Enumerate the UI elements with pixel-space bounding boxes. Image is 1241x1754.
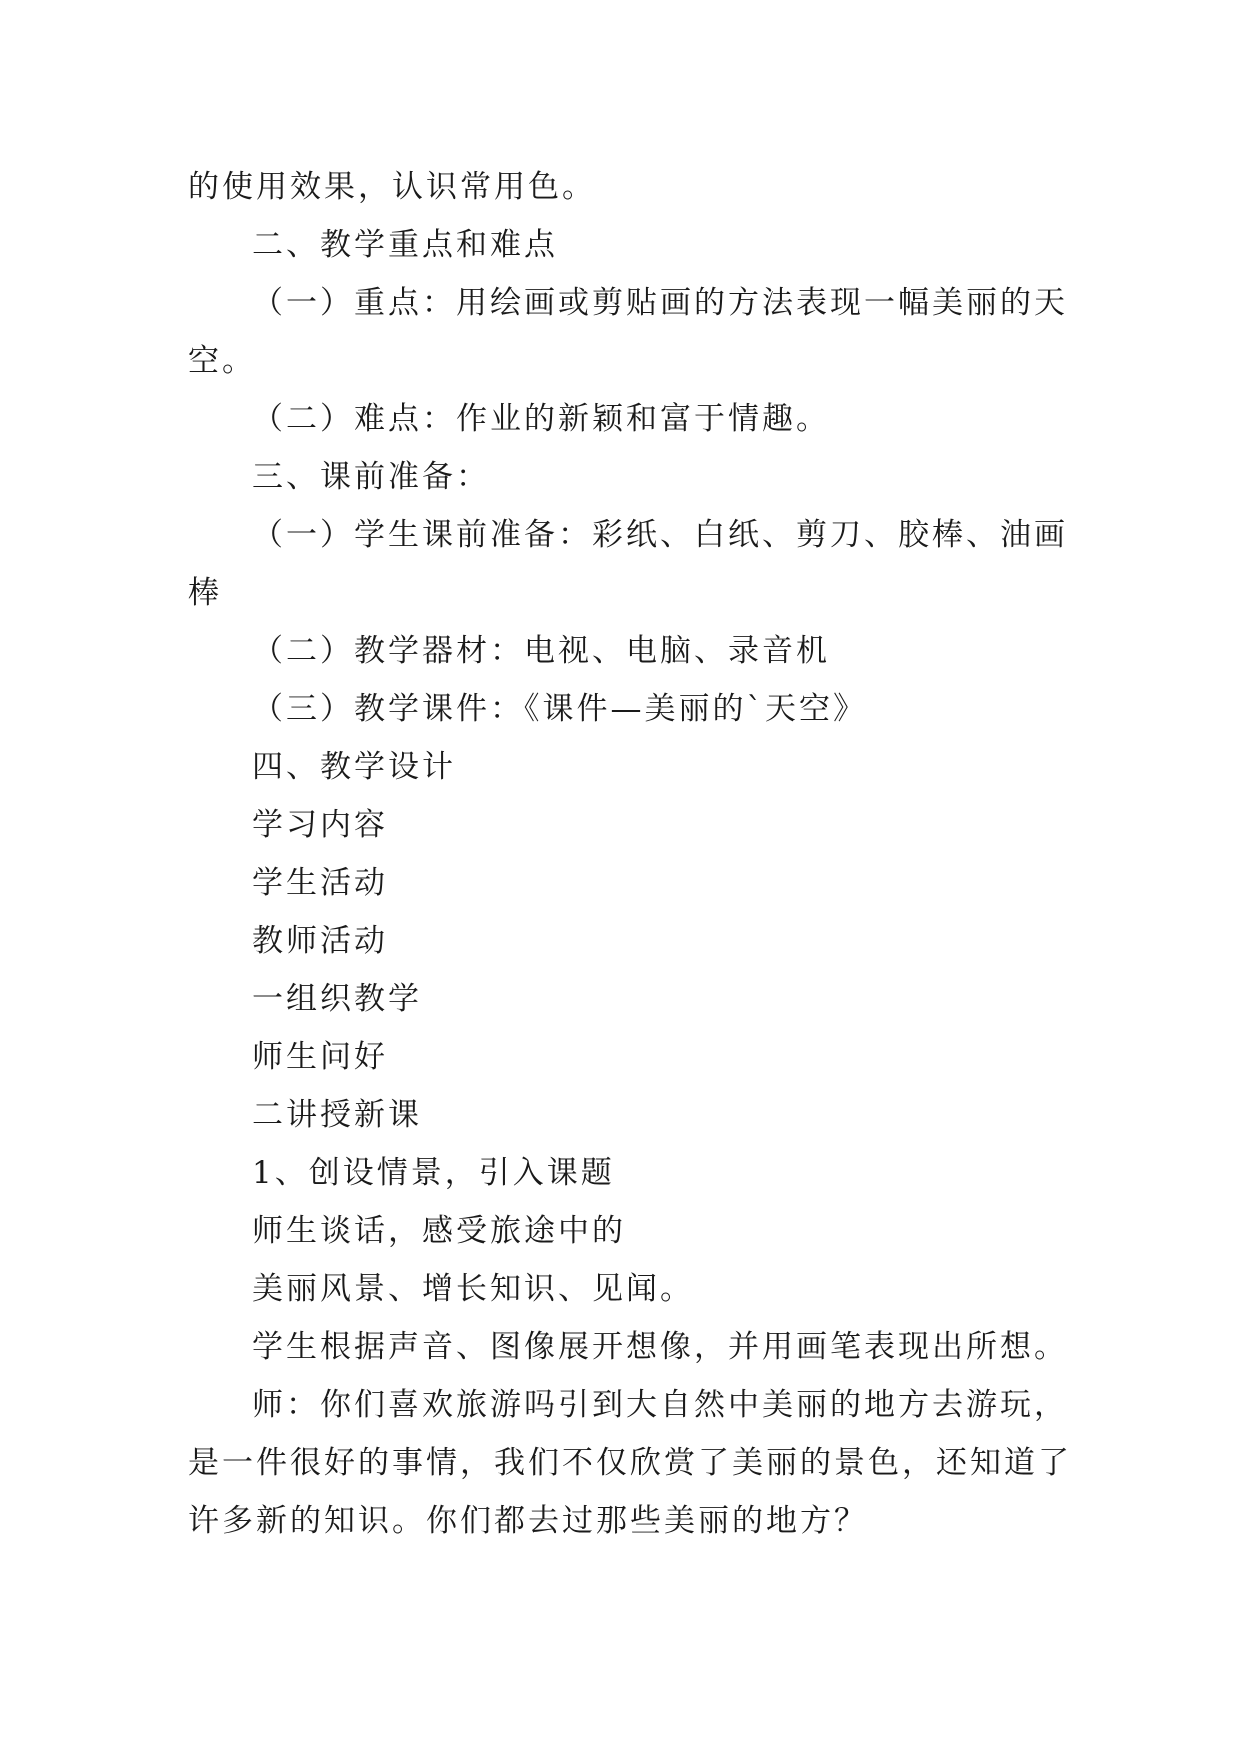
text-line: 是一件很好的事情，我们不仅欣赏了美丽的景色，还知道了 (188, 1445, 1072, 1481)
text-line: （三）教学课件：《课件—美丽的`天空》 (252, 691, 867, 727)
section-heading: 二、教学重点和难点 (252, 227, 558, 263)
text-line: 学生根据声音、图像展开想像，并用画笔表现出所想。 (252, 1329, 1068, 1365)
text-line: 师：你们喜欢旅游吗引到大自然中美丽的地方去游玩， (252, 1387, 1068, 1423)
text-line: （一）学生课前准备：彩纸、白纸、剪刀、胶棒、油画 (252, 517, 1068, 553)
text-line: 学习内容 (252, 807, 388, 843)
text-line: 二讲授新课 (252, 1097, 422, 1133)
text-line: 美丽风景、增长知识、见闻。 (252, 1271, 694, 1307)
text-line: 1、创设情景，引入课题 (252, 1155, 615, 1191)
text-line: （二）难点：作业的新颖和富于情趣。 (252, 401, 830, 437)
text-line: 师生谈话，感受旅途中的 (252, 1213, 626, 1249)
section-heading: 三、课前准备： (252, 459, 490, 495)
text-line: 教师活动 (252, 923, 388, 959)
text-line: 许多新的知识。你们都去过那些美丽的地方？ (188, 1503, 868, 1539)
text-line: 一组织教学 (252, 981, 422, 1017)
text-line: 空。 (188, 343, 256, 379)
text-line: 学生活动 (252, 865, 388, 901)
section-heading: 四、教学设计 (252, 749, 456, 785)
text-line: 棒 (188, 575, 222, 611)
text-line: （二）教学器材：电视、电脑、录音机 (252, 633, 830, 669)
text-line: （一）重点：用绘画或剪贴画的方法表现一幅美丽的天 (252, 285, 1068, 321)
text-line: 师生问好 (252, 1039, 388, 1075)
text-line: 的使用效果，认识常用色。 (188, 169, 596, 205)
document-body (188, 158, 1072, 1550)
